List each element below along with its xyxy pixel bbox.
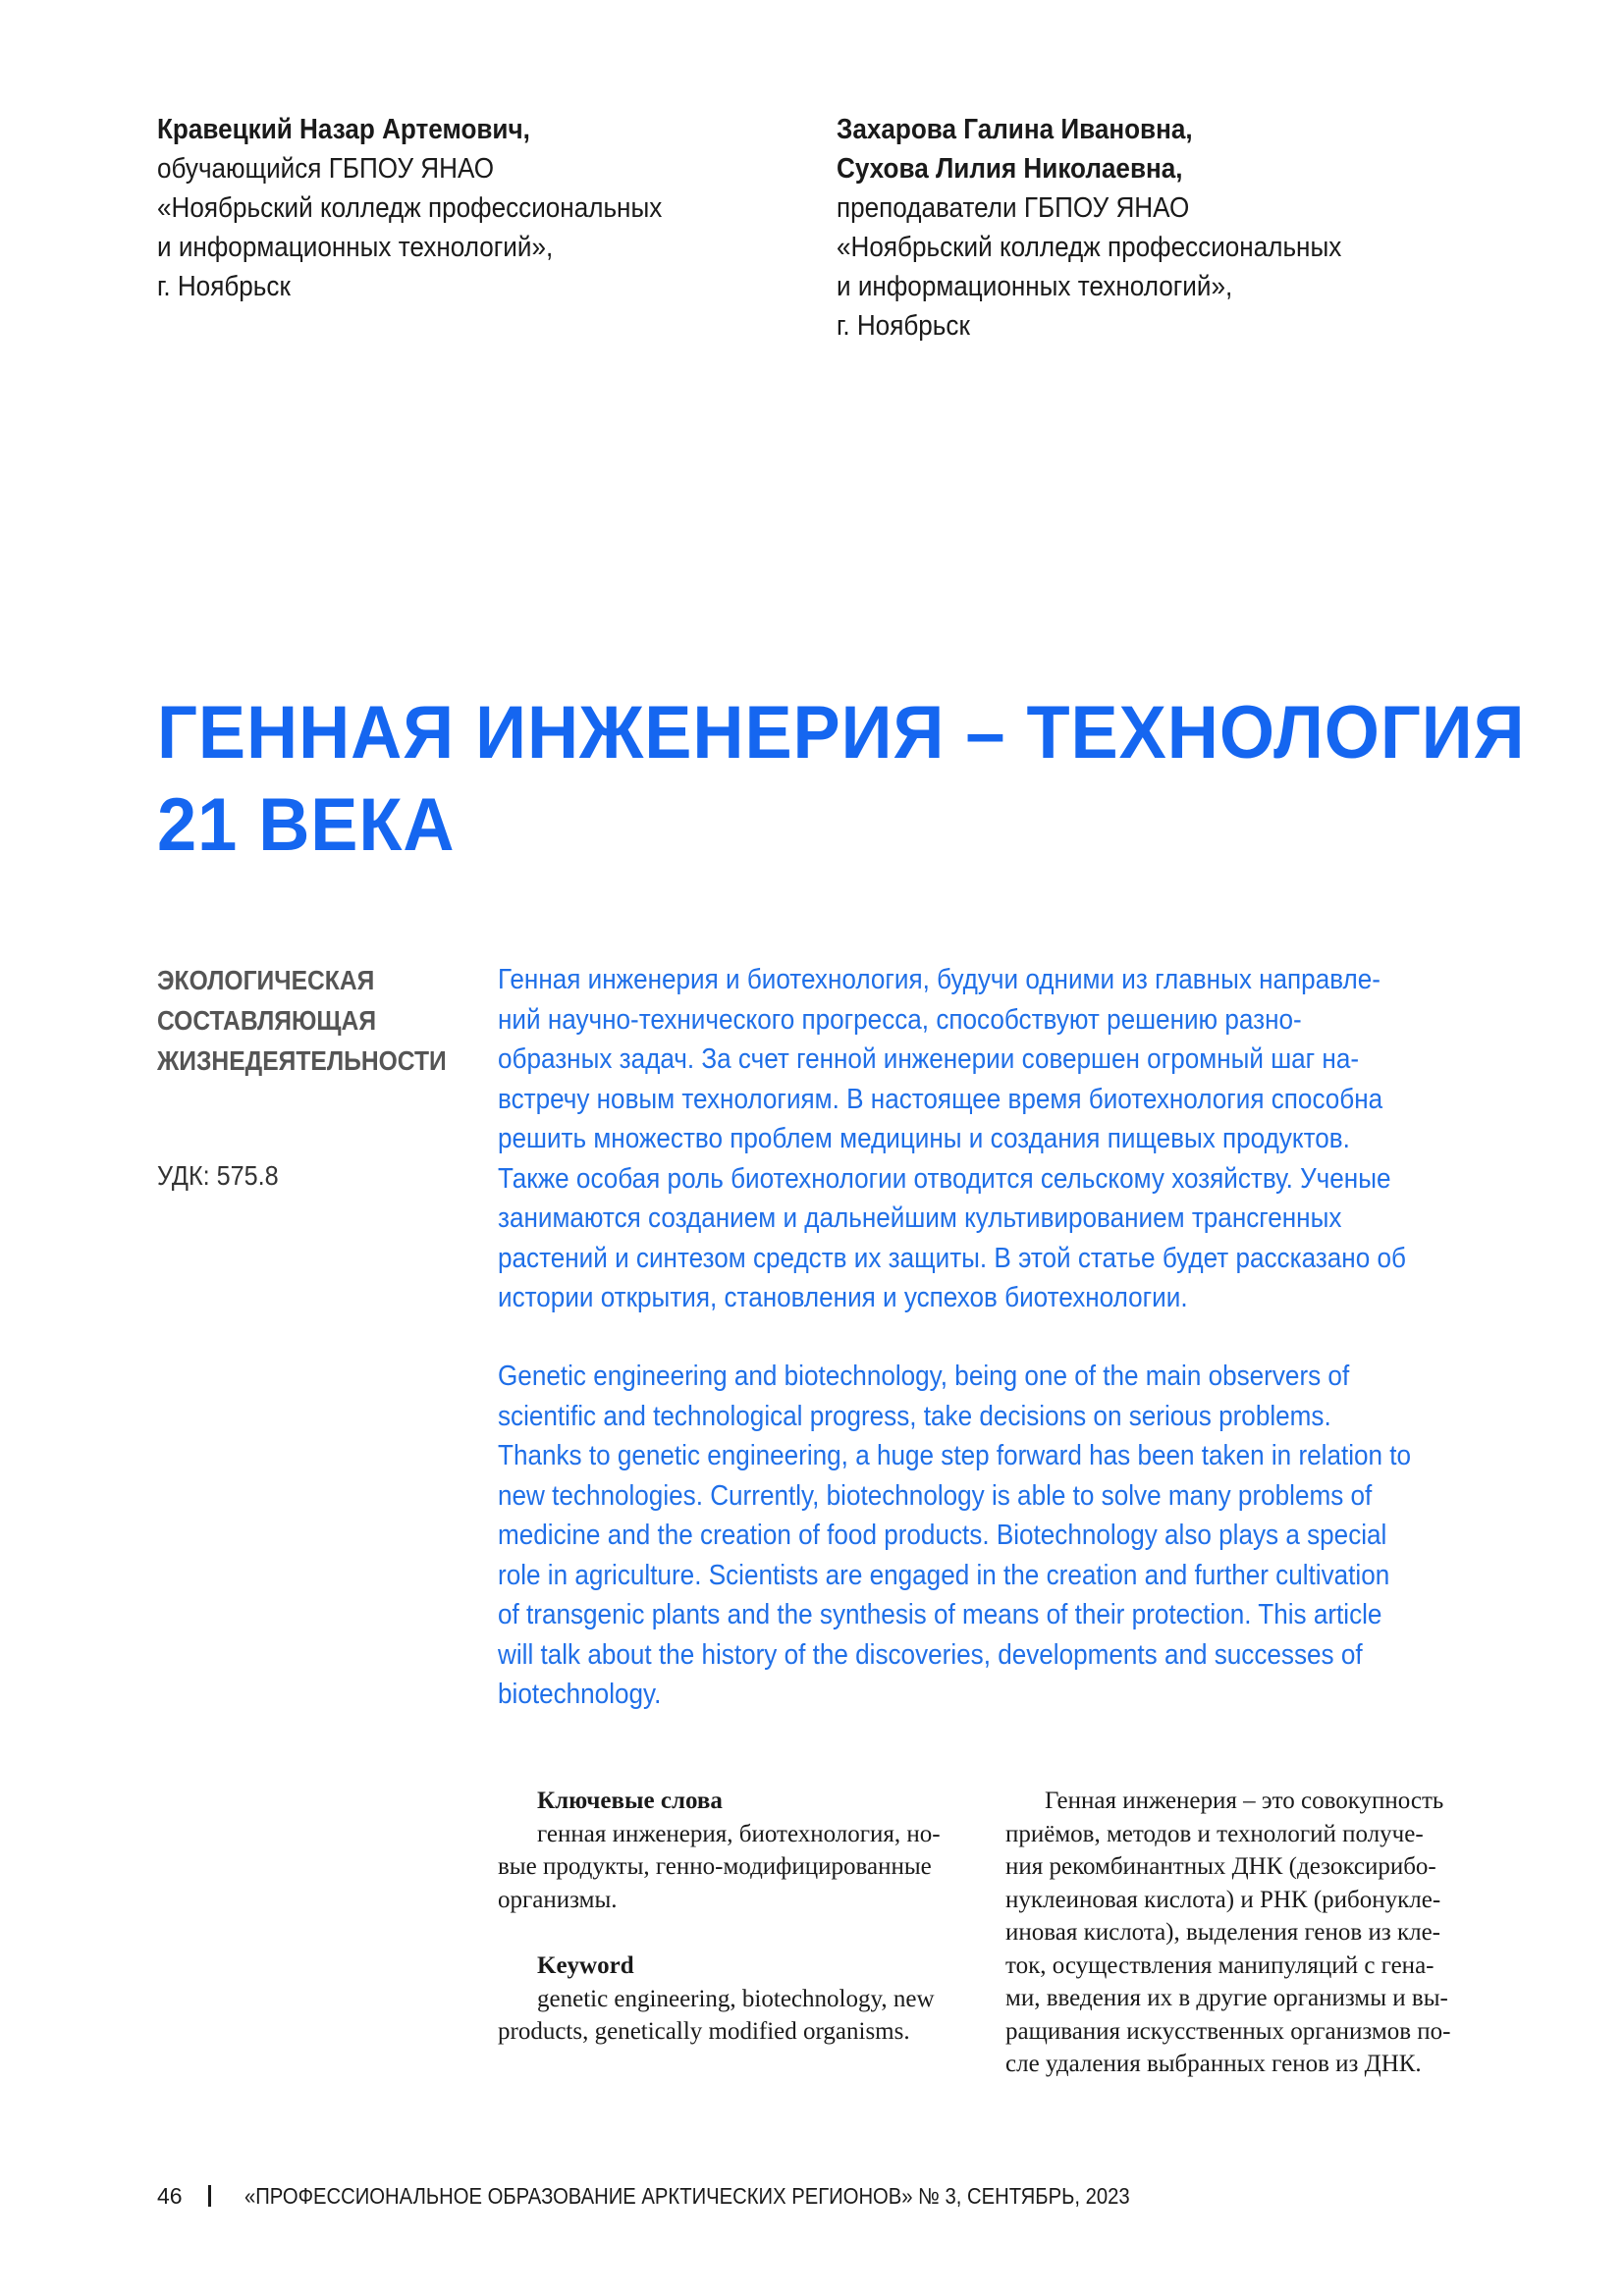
authors-left	[157, 110, 662, 306]
udk-code: УДК: 575.8	[157, 1160, 279, 1191]
keywords-en-heading: Keyword	[537, 1952, 634, 1979]
footer-separator	[208, 2185, 211, 2207]
abstract-line: занимаются созданием и дальнейшим культивированием трансгенных	[498, 1202, 1342, 1234]
page-footer	[157, 2181, 1251, 2211]
abstract-line: встречу новым технологиям. В настоящее время биотехнология способна	[498, 1083, 1383, 1115]
keywords-column	[498, 1785, 941, 2049]
abstract-english	[498, 1357, 1417, 1715]
author-affiliation-line: и информационных технологий»,	[157, 232, 554, 263]
rubric-line: ЭКОЛОГИЧЕСКАЯ	[157, 965, 375, 995]
body-text-line: ток, осуществления манипуляций с гена-	[1005, 1951, 1435, 1979]
abstract-line: medicine and the creation of food products. Biotechnology also plays a special	[498, 1520, 1387, 1551]
page-number: 46	[157, 2183, 183, 2209]
author-affiliation-line: обучающийся ГБПОУ ЯНАО	[157, 153, 495, 185]
body-text-line: ращивания искусственных организмов по-	[1005, 2017, 1451, 2045]
author-affiliation-line: «Ноябрьский колледж профессиональных	[837, 232, 1342, 263]
authors-right	[837, 110, 1341, 346]
keywords-spacer	[498, 1916, 941, 1949]
author-affiliation-line: и информационных технологий»,	[837, 271, 1233, 302]
abstract-line: of transgenic plants and the synthesis of means of their protection. This article	[498, 1599, 1382, 1630]
rubric-line: СОСТАВЛЯЮЩАЯ	[157, 1005, 377, 1036]
abstract-line: new technologies. Currently, biotechnology is able to solve many problems of	[498, 1479, 1373, 1512]
body-text-line: сле удаления выбранных генов из ДНК.	[1005, 2051, 1422, 2077]
abstract-line: образных задач. За счет генной инженерии совершен огромный шаг на-	[498, 1043, 1360, 1075]
body-text-line: Генная инженерия – это совокупность	[1045, 1788, 1444, 1814]
keywords-en-line: genetic engineering, biotechnology, new	[537, 1985, 935, 2012]
abstract-line: will talk about the history of the discoveries, developments and successes of	[498, 1638, 1363, 1671]
abstract-line: role in agriculture. Scientists are engaged in the creation and further cultivation	[498, 1559, 1390, 1591]
keywords-en-line: products, genetically modified organisms.	[498, 2018, 910, 2045]
author-affiliation-line: г. Ноябрьск	[157, 271, 291, 302]
abstract-line: истории открытия, становления и успехов биотехнологии.	[498, 1282, 1188, 1313]
abstract-line: Генная инженерия и биотехнология, будучи одними из главных направле-	[498, 964, 1380, 995]
abstract-line: решить множество проблем медицины и создания пищевых продуктов.	[498, 1123, 1350, 1154]
author-name: Кравецкий Назар Артемович,	[157, 114, 530, 145]
body-text-line: ния рекомбинантных ДНК (дезоксирибо-	[1005, 1853, 1436, 1880]
abstract-line: ний научно-технического прогресса, способствуют решению разно-	[498, 1003, 1302, 1036]
body-text-line: приёмов, методов и технологий получе-	[1005, 1820, 1424, 1847]
abstract-line: Genetic engineering and biotechnology, being one of the main observers of	[498, 1361, 1350, 1392]
body-text-column	[1005, 1785, 1450, 2081]
body-text-line: нуклеиновая кислота) и РНК (рибонукле-	[1005, 1886, 1441, 1913]
journal-name: «ПРОФЕССИОНАЛЬНОЕ ОБРАЗОВАНИЕ АРКТИЧЕСКИХ РЕГИОНОВ» № 3, СЕНТЯБРЬ, 2023	[244, 2183, 1130, 2209]
abstract-line: Thanks to genetic engineering, a huge step forward has been taken in relation to	[498, 1440, 1412, 1471]
keywords-ru-line: вые продукты, генно-модифицированные	[498, 1853, 932, 1880]
abstract-line: растений и синтезом средств их защиты. В этой статье будет рассказано об	[498, 1242, 1406, 1274]
abstract-russian	[498, 960, 1417, 1318]
rubric-line: ЖИЗНЕДЕЯТЕЛЬНОСТИ	[157, 1045, 447, 1076]
author-name: Захарова Галина Ивановна,	[837, 114, 1193, 145]
author-affiliation-line: «Ноябрьский колледж профессиональных	[157, 192, 663, 224]
body-text-line: ми, введения их в другие организмы и вы-	[1005, 1985, 1448, 2011]
abstract-line: biotechnology.	[498, 1679, 662, 1710]
article-title	[157, 687, 1525, 872]
abstract-line: Также особая роль биотехнологии отводится сельскому хозяйству. Ученые	[498, 1162, 1391, 1195]
section-rubric	[157, 960, 447, 1081]
article-title-line: 21 ВЕКА	[157, 783, 456, 867]
keywords-ru-line: организмы.	[498, 1886, 618, 1913]
author-name: Сухова Лилия Николаевна,	[837, 153, 1183, 185]
body-text-line: иновая кислота), выделения генов из кле-	[1005, 1919, 1440, 1946]
abstract-line: scientific and technological progress, take decisions on serious problems.	[498, 1400, 1331, 1432]
keywords-ru-line: генная инженерия, биотехнология, но-	[537, 1820, 941, 1847]
author-affiliation-line: г. Ноябрьск	[837, 310, 970, 342]
keywords-ru-heading: Ключевые слова	[537, 1788, 723, 1814]
author-affiliation-line: преподаватели ГБПОУ ЯНАО	[837, 192, 1190, 224]
article-title-line: ГЕННАЯ ИНЖЕНЕРИЯ – ТЕХНОЛОГИЯ	[157, 691, 1526, 774]
